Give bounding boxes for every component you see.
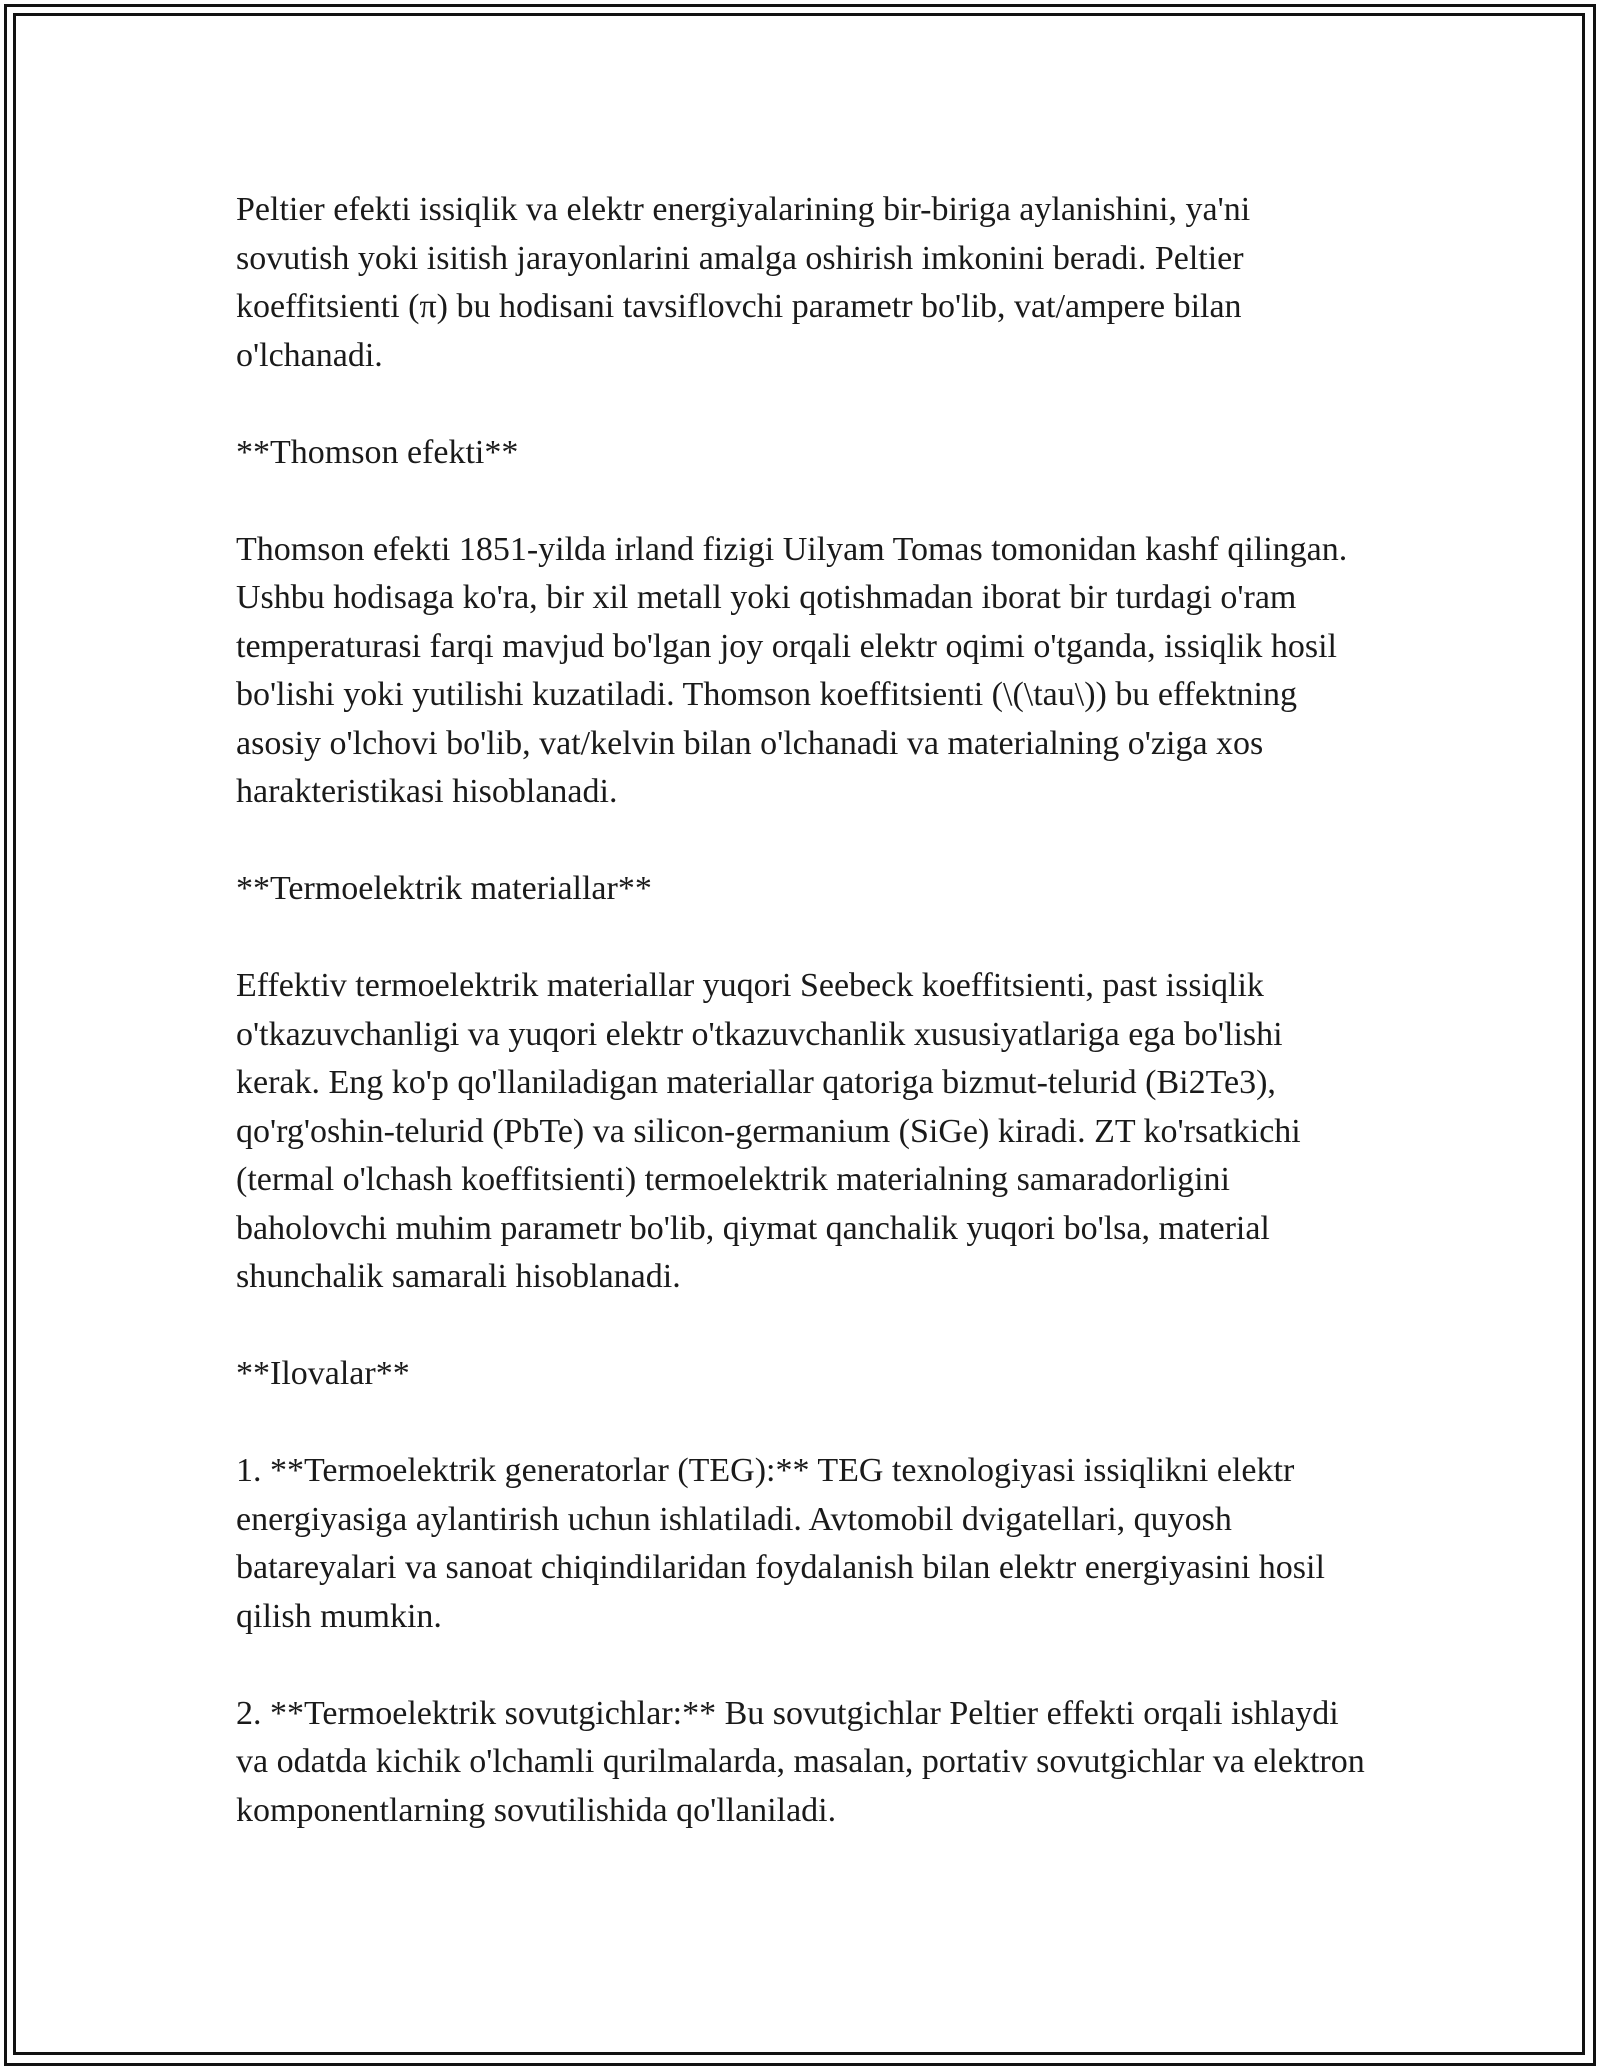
heading-thermoelectric-materials: **Termoelektrik materiallar**: [236, 870, 652, 907]
paragraph-thomson-effect: Thomson efekti 1851-yilda irland fizigi Uilyam Tomas tomonidan kashf qilingan. Ushbu hodisaga ko'ra, bir xil metall yoki qotishmadan iborat bir turdagi o'ram temperaturasi farqi mavjud bo'lgan joy orqali elektr oqimi o'tganda, issiqlik hosil bo'lishi yoki yutilishi kuzatiladi. Thomson koeffitsienti (\(\tau\)) bu effektning asosiy o'lchovi bo'lib, vat/kelvin bilan o'lchanadi va materialning o'ziga xos harakteristikasi hisoblanadi.: [236, 530, 1348, 810]
paragraph-peltier-intro: Peltier efekti issiqlik va elektr energiyalarining bir-biriga aylanishini, ya'ni sovutish yoki isitish jarayonlarini amalga oshirish imkonini beradi. Peltier koeffitsienti (π) bu hodisani tavsiflovchi parametr bo'lib, vat/ampere bilan o'lchanadi.: [236, 191, 1251, 374]
paragraph-thermoelectric-materials: Effektiv termoelektrik materiallar yuqori Seebeck koeffitsienti, past issiqlik o'tkazuvchanligi va yuqori elektr o'tkazuvchanlik xususiyatlariga ega bo'lishi kerak. Eng ko'p qo'llaniladigan materiallar qatoriga bizmut-telurid (Bi2Te3), qo'rg'oshin-telurid (PbTe) va silicon-germanium (SiGe) kiradi. ZT ko'rsatkichi (termal o'lchash koeffitsienti) termoelektrik materialning samaradorligini baholovchi muhim parametr bo'lib, qiymat qanchalik yuqori bo'lsa, material shunchalik samarali hisoblanadi.: [236, 967, 1301, 1295]
list-item-coolers: 2. **Termoelektrik sovutgichlar:** Bu sovutgichlar Peltier effekti orqali ishlaydi va odatda kichik o'lchamli qurilmalarda, masalan, portativ sovutgichlar va elektron komponentlarning sovutilishida qo'llaniladi.: [236, 1694, 1365, 1829]
heading-thomson-effect: **Thomson efekti**: [236, 433, 519, 471]
document-body: [236, 186, 1371, 1835]
list-item-teg: 1. **Termoelektrik generatorlar (TEG):** TEG texnologiyasi issiqlikni elektr energiyasiga aylantirish uchun ishlatiladi. Avtomobil dvigatellari, quyosh batareyalari va sanoat chiqindilaridan foydalanish bilan elektr energiyasini hosil qilish mumkin.: [236, 1452, 1325, 1635]
heading-applications: **Ilovalar**: [236, 1355, 410, 1392]
